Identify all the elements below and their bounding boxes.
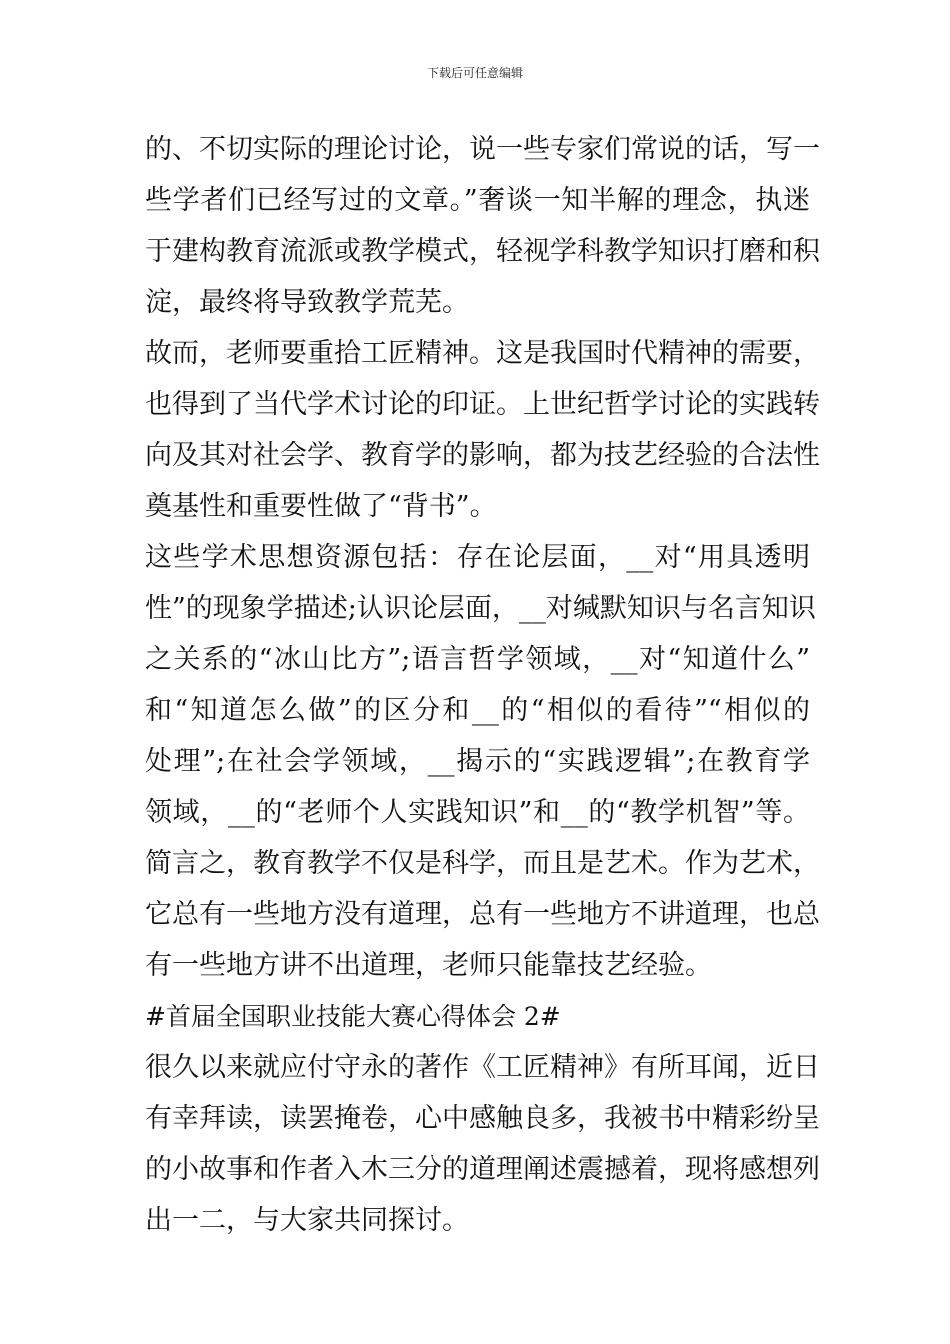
text-line: 也得到了当代学术讨论的印证。上世纪哲学讨论的实践转 — [145, 389, 820, 420]
text-line: 和“知道怎么做”的区分和__的“相似的看待”“相似的 — [145, 695, 810, 726]
text-line: 性”的现象学描述;认识论层面，__对缄默知识与名言知识 — [145, 593, 816, 624]
text-line: 些学者们已经写过的文章。”奢谈一知半解的理念，执迷 — [145, 185, 810, 216]
section-heading: #首届全国职业技能大赛心得体会 2# — [145, 1002, 561, 1031]
text-line: 领域，__的“老师个人实践知识”和__的“教学机智”等。 — [145, 797, 810, 828]
text-line: 这些学术思想资源包括：存在论层面，__对“用具透明 — [145, 542, 810, 573]
text-line: 故而，老师要重拾工匠精神。这是我国时代精神的需要， — [145, 338, 820, 369]
text-line: 有一些地方讲不出道理，老师只能靠技艺经验。 — [145, 950, 712, 981]
text-line: 淀，最终将导致教学荒芜。 — [145, 287, 469, 318]
text-line: 处理”;在社会学领域，__揭示的“实践逻辑”;在教育学 — [145, 746, 810, 777]
page-header: 下载后可任意编辑 — [426, 66, 523, 80]
text-line: 有幸拜读，读罢掩卷，心中感触良多，我被书中精彩纷呈 — [145, 1103, 820, 1134]
text-line: 奠基性和重要性做了“背书”。 — [145, 491, 497, 522]
text-line: 的、不切实际的理论讨论，说一些专家们常说的话，写一 — [145, 134, 820, 165]
text-line: 的小故事和作者入木三分的道理阐述震撼着，现将感想列 — [145, 1154, 820, 1185]
text-line: 很久以来就应付守永的著作《工匠精神》有所耳闻，近日 — [145, 1052, 820, 1083]
text-line: 之关系的“冰山比方”;语言哲学领域，__对“知道什么” — [145, 644, 810, 675]
text-line: 于建构教育流派或教学模式，轻视学科教学知识打磨和积 — [145, 236, 820, 267]
document-body — [145, 127, 820, 1249]
text-line: 简言之，教育教学不仅是科学，而且是艺术。作为艺术， — [145, 848, 820, 879]
text-line: 它总有一些地方没有道理，总有一些地方不讲道理，也总 — [145, 899, 820, 930]
text-line: 出一二，与大家共同探讨。 — [145, 1205, 469, 1236]
text-line: 向及其对社会学、教育学的影响，都为技艺经验的合法性 — [145, 440, 820, 471]
